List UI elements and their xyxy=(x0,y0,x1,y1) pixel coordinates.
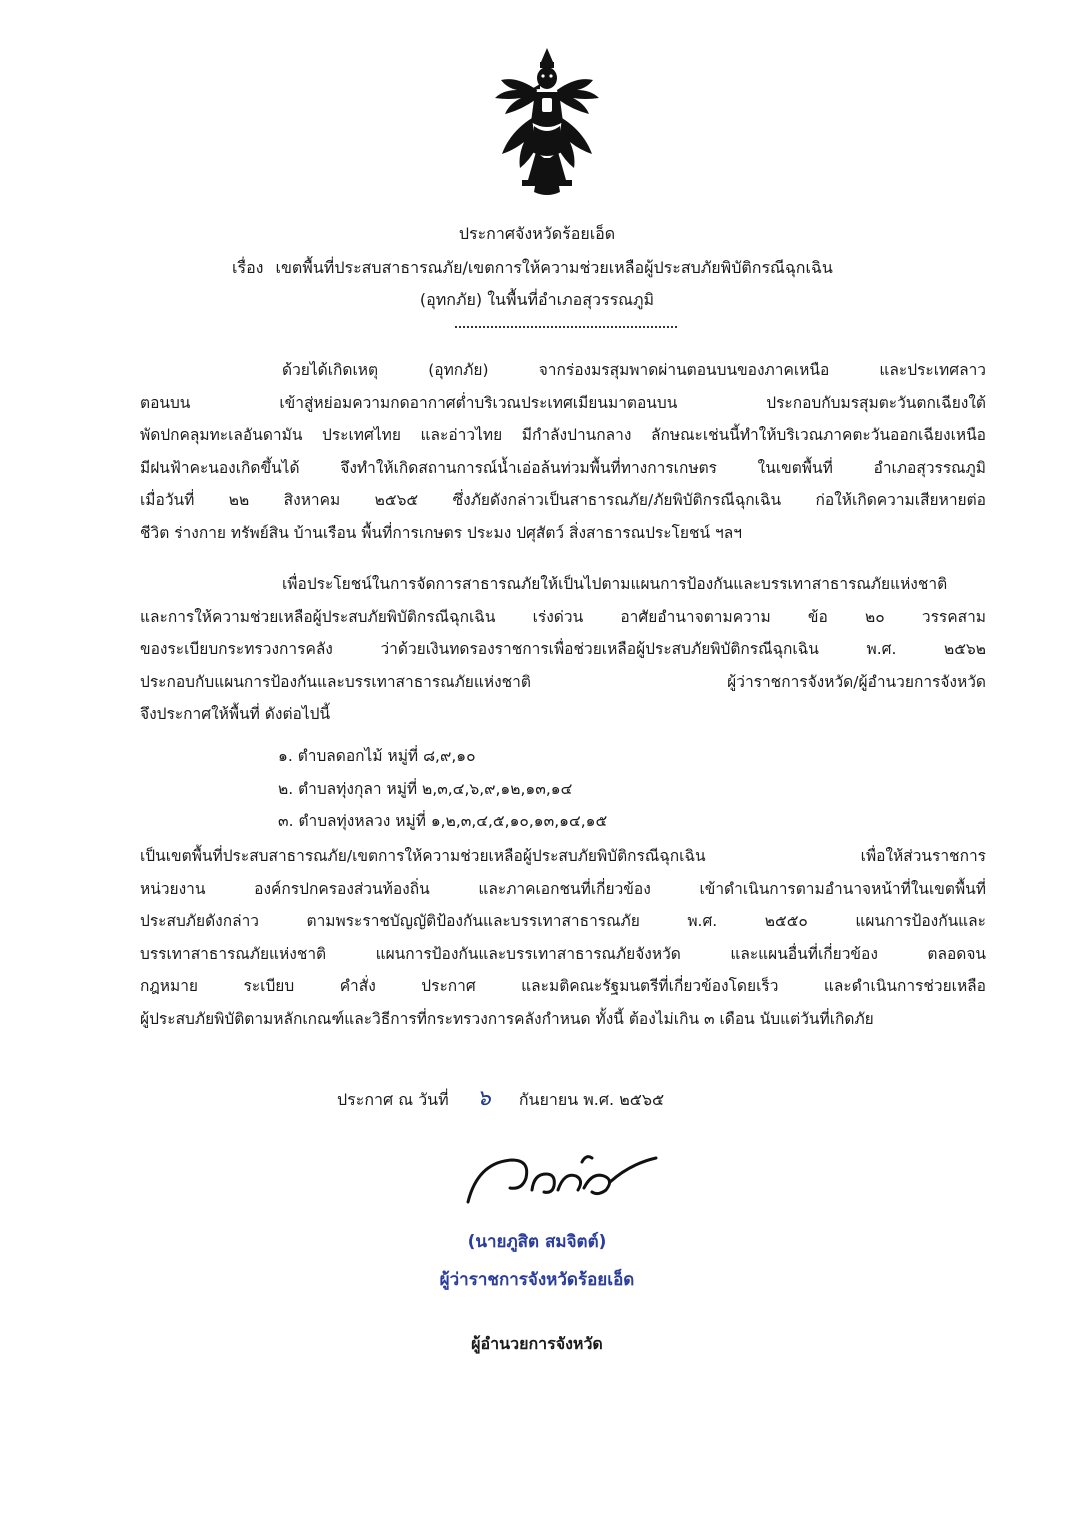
paragraph-line: พัดปกคลุมทะเลอันดามัน ประเทศไทย และอ่าวไทย มีกำลังปานกลาง ลักษณะเช่นนี้ทำให้บริเวณภาคตะวันออกเฉียงเหนือ xyxy=(140,426,986,444)
date-suffix: กันยายน พ.ศ. ๒๕๖๕ xyxy=(518,1090,665,1109)
paragraph-line: บรรเทาสาธารณภัยแห่งชาติ แผนการป้องกันและบรรเทาสาธารณภัยจังหวัด และแผนอื่นที่เกี่ยวข้อง ตลอดจน xyxy=(140,944,986,963)
announcement-date xyxy=(337,1080,664,1115)
paragraph-line: ประสบภัยดังกล่าว ตามพระราชบัญญัติป้องกันและบรรเทาสาธารณภัย พ.ศ. ๒๕๕๐ แผนการป้องกันและ xyxy=(140,912,986,930)
list-item: ๒. ตำบลทุ่งกุลา หมู่ที่ ๒,๓,๔,๖,๙,๑๒,๑๓,๑๔ xyxy=(278,779,573,798)
announcement-title: ประกาศจังหวัดร้อยเอ็ด xyxy=(458,224,616,243)
paragraph-authority xyxy=(140,568,986,731)
paragraph-line: ด้วยได้เกิดเหตุ (อุทกภัย) จากร่องมรสุมพาดผ่านตอนบนของภาคเหนือ และประเทศลาว xyxy=(282,361,986,379)
signatory-acting-role: ผู้อำนวยการจังหวัด xyxy=(471,1334,603,1353)
list-item: ๑. ตำบลดอกไม้ หมู่ที่ ๘,๙,๑๐ xyxy=(278,747,476,765)
signatory-position: ผู้ว่าราชการจังหวัดร้อยเอ็ด xyxy=(439,1270,635,1290)
paragraph-line: ผู้ประสบภัยพิบัติตามหลักเกณฑ์และวิธีการที่กระทรวงการคลังกำหนด ทั้งนี้ ต้องไม่เกิน ๓ เดือน นับแต่วันที่เกิดภัย xyxy=(140,1009,874,1028)
date-prefix: ประกาศ ณ วันที่ xyxy=(337,1090,449,1109)
garuda-emblem-icon xyxy=(488,44,606,200)
paragraph-cause xyxy=(140,354,986,549)
paragraph-line: เป็นเขตพื้นที่ประสบสาธารณภัย/เขตการให้ความช่วยเหลือผู้ประสบภัยพิบัติกรณีฉุกเฉิน เพื่อให้ส่วนราชการ xyxy=(140,847,986,865)
paragraph-line: มีฝนฟ้าคะนองเกิดขึ้นได้ จึงทำให้เกิดสถานการณ์น้ำเอ่อล้นท่วมพื้นที่ทางการเกษตร ในเขตพื้นที่ อำเภอสุวรรณภูมิ xyxy=(140,458,986,477)
signatory-name: (นายภูสิต สมจิตต์) xyxy=(467,1232,607,1252)
paragraph-line: ประกอบกับแผนการป้องกันและบรรเทาสาธารณภัยแห่งชาติ ผู้ว่าราชการจังหวัด/ผู้อำนวยการจังหวัด xyxy=(140,672,986,691)
paragraph-line: ของระเบียบกระทรวงการคลัง ว่าด้วยเงินทดรองราชการเพื่อช่วยเหลือผู้ประสบภัยพิบัติกรณีฉุกเฉิน พ.ศ. ๒๕๖๒ xyxy=(140,640,986,658)
subject-line xyxy=(232,256,833,281)
paragraph-line: ชีวิต ร่างกาย ทรัพย์สิน บ้านเรือน พื้นที่การเกษตร ประมง ปศุสัตว์ สิ่งสาธารณประโยชน์ ฯลฯ xyxy=(140,523,742,542)
date-day: ๖ xyxy=(476,1086,491,1111)
paragraph-line: ตอนบน เข้าสู่หย่อมความกดอากาศต่ำบริเวณประเทศเมียนมาตอนบน ประกอบกับมรสุมตะวันตกเฉียงใต้ xyxy=(140,393,986,412)
list-item: ๓. ตำบลทุ่งหลวง หมู่ที่ ๑,๒,๓,๔,๕,๑๐,๑๓,๑๔,๑๕ xyxy=(278,812,608,830)
area-list xyxy=(278,740,607,838)
paragraph-line: จึงประกาศให้พื้นที่ ดังต่อไปนี้ xyxy=(140,705,331,723)
subject-text-line1: เขตพื้นที่ประสบสาธารณภัย/เขตการให้ความช่วยเหลือผู้ประสบภัยพิบัติกรณีฉุกเฉิน xyxy=(275,258,833,277)
paragraph-line: และการให้ความช่วยเหลือผู้ประสบภัยพิบัติกรณีฉุกเฉิน เร่งด่วน อาศัยอำนาจตามความ ข้อ ๒๐ วรรคสาม xyxy=(140,607,986,626)
dotted-divider xyxy=(455,326,677,328)
subject-text-line2: (อุทกภัย) ในพื้นที่อำเภอสุวรรณภูมิ xyxy=(419,290,655,309)
paragraph-line: เพื่อประโยชน์ในการจัดการสาธารณภัยให้เป็นไปตามแผนการป้องกันและบรรเทาสาธารณภัยแห่งชาติ xyxy=(282,575,948,593)
paragraph-declaration xyxy=(140,840,986,1035)
handwritten-signature xyxy=(462,1140,687,1220)
paragraph-line: กฎหมาย ระเบียบ คำสั่ง ประกาศ และมติคณะรัฐมนตรีที่เกี่ยวข้องโดยเร็ว และดำเนินการช่วยเหลือ xyxy=(140,977,986,995)
paragraph-line: หน่วยงาน องค์กรปกครองส่วนท้องถิ่น และภาคเอกชนที่เกี่ยวข้อง เข้าดำเนินการตามอำนาจหน้าที่ในเขตพื้นที่ xyxy=(140,879,986,898)
subject-label: เรื่อง xyxy=(232,258,264,277)
paragraph-line: เมื่อวันที่ ๒๒ สิงหาคม ๒๕๖๕ ซึ่งภัยดังกล่าวเป็นสาธารณภัย/ภัยพิบัติกรณีฉุกเฉิน ก่อให้เกิดความเสียหายต่อ xyxy=(140,491,986,509)
